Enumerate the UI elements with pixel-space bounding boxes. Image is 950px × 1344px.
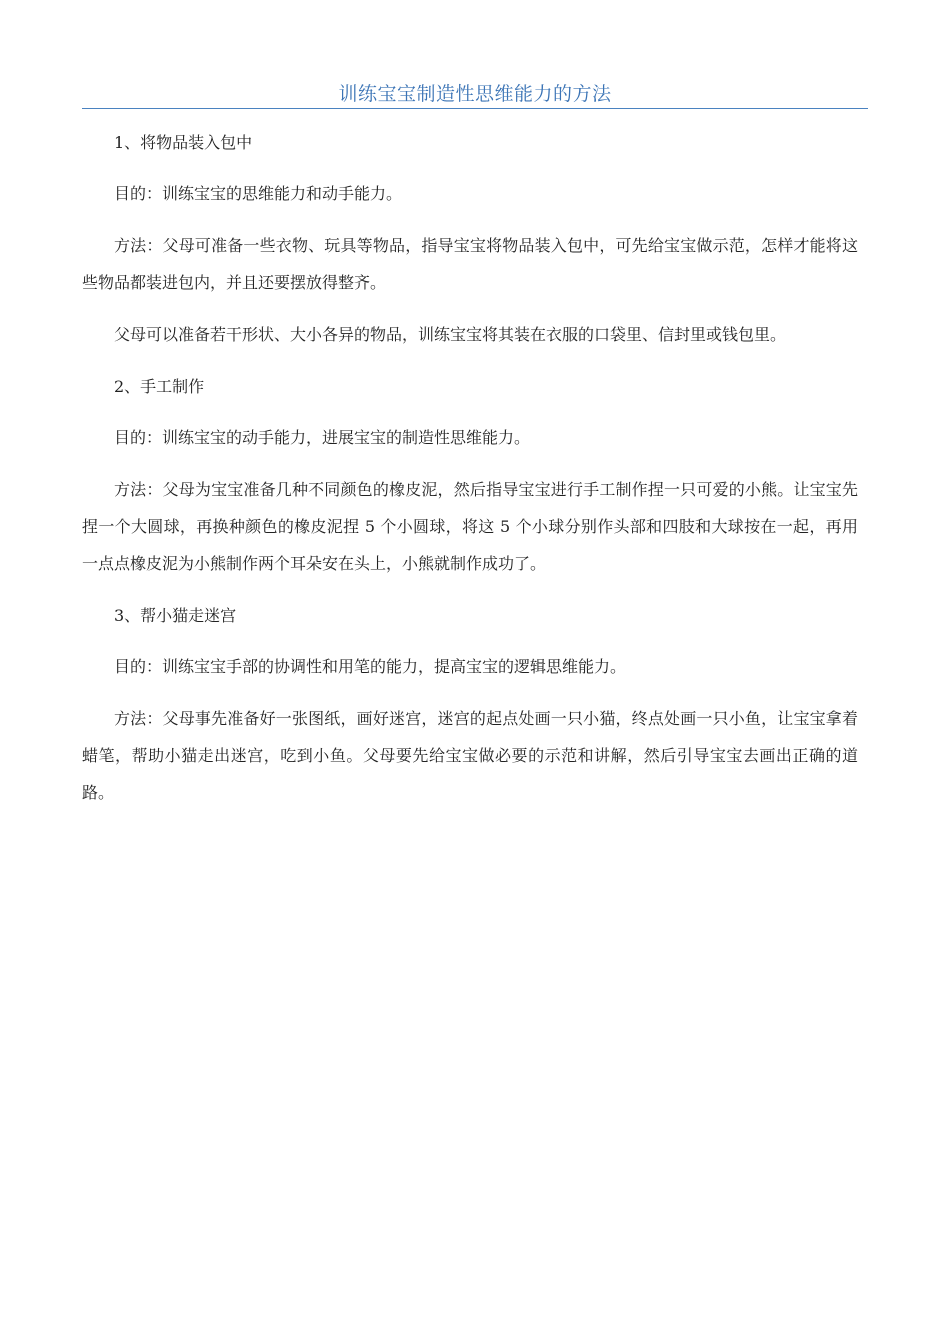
section-1-extra: 父母可以准备若干形状、大小各异的物品，训练宝宝将其装在衣服的口袋里、信封里或钱包里。 (114, 325, 787, 344)
section-2-method: 方法：父母为宝宝准备几种不同颜色的橡皮泥，然后指导宝宝进行手工制作捏一只可爱的小熊。让宝宝先捏一个大圆球，再换种颜色的橡皮泥捏 5 个小圆球，将这 5 个小球分别作头部和四肢和大球按在一起，再用一点点橡皮泥为小熊制作两个耳朵安在头上，小熊就制作成功了。 (82, 480, 858, 573)
title-divider (82, 108, 868, 109)
section-1-goal: 目的：训练宝宝的思维能力和动手能力。 (114, 184, 403, 203)
section-1-method: 方法：父母可准备一些衣物、玩具等物品，指导宝宝将物品装入包中，可先给宝宝做示范，怎样才能将这些物品都装进包内，并且还要摆放得整齐。 (82, 236, 858, 292)
section-heading-1: 1、将物品装入包中 (114, 133, 253, 152)
document-title: 训练宝宝制造性思维能力的方法 (338, 83, 612, 105)
document-body (82, 124, 858, 826)
section-heading-2: 2、手工制作 (114, 377, 205, 396)
section-3-method: 方法：父母事先准备好一张图纸，画好迷宫，迷宫的起点处画一只小猫，终点处画一只小鱼，让宝宝拿着蜡笔，帮助小猫走出迷宫，吃到小鱼。父母要先给宝宝做必要的示范和讲解，然后引导宝宝去画出正确的道路。 (82, 709, 858, 802)
section-2-goal: 目的：训练宝宝的动手能力，进展宝宝的制造性思维能力。 (114, 428, 531, 447)
section-3-goal: 目的：训练宝宝手部的协调性和用笔的能力，提高宝宝的逻辑思维能力。 (114, 657, 627, 676)
section-heading-3: 3、帮小猫走迷宫 (114, 606, 237, 625)
